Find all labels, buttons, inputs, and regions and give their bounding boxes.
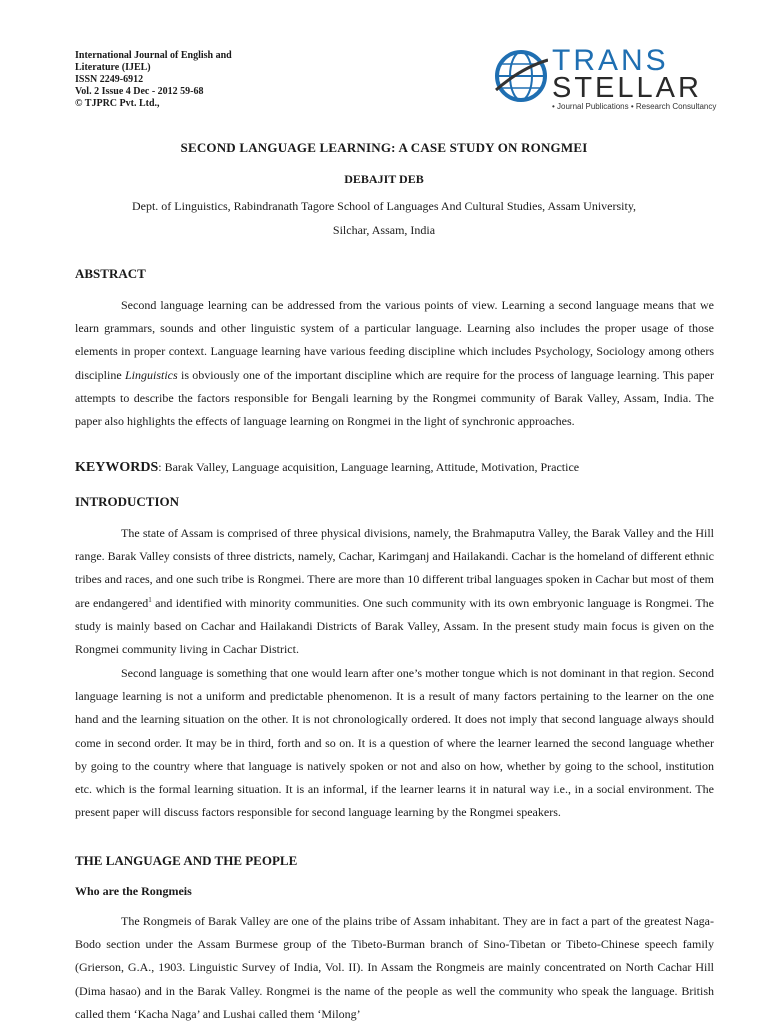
journal-issn: ISSN 2249-6912 [75, 74, 144, 85]
who-are-rongmeis-subheading: Who are the Rongmeis [75, 884, 192, 898]
intro-p1-text-part2: and identified with minority communities. One such community with its own embryonic language is Rongmei. The study is mainly based on Cachar and Hailakandi Districts of Barak Valley, Assam. In the present study main focus is given on the Rongmei community living in Cachar District. [75, 595, 714, 657]
globe-icon [494, 48, 548, 104]
keywords-line [75, 460, 714, 476]
footnote-marker: 1 [148, 595, 152, 604]
abstract-paragraph [75, 294, 714, 433]
paper-title: SECOND LANGUAGE LEARNING: A CASE STUDY ON RONGMEI [180, 140, 588, 155]
journal-copyright: © TJPRC Pvt. Ltd., [75, 98, 160, 109]
introduction-paragraph-2: Second language is something that one would learn after one’s mother tongue which is not dominant in that region. Second language learning is not a uniform and predictable phenomenon. It is a result of many factors pertaining to the learner on the one hand and the learning situation on the other. It is not chronologically ordered. It does not imply that second language always should come in second order. It may be in third, forth and so on. It is a question of where the learner learned the second language whether by going to the country where that language is natively spoken or not and also on how, whether by going to the school, institution etc. which is the formal learning situation. It is an informal, if the learner learns it in natural way i.e., in a social environment. The present paper will discuss factors responsible for second language learning by the Rongmei speakers. [75, 666, 714, 820]
keywords-label: KEYWORDS [75, 460, 159, 475]
paper-affiliation [0, 194, 768, 242]
abstract-heading: ABSTRACT [75, 266, 146, 281]
journal-name-line2: Literature (IJEL) [75, 62, 151, 73]
abstract-text-part1: Second language learning can be addressed from the various points of view. Learning a second language means that we learn grammars, sounds and other linguistic system of a particular language. Learning also includes the proper usage of those elements in proper context. Language learning have various feeding discipline which includes Psychology, Sociology among others discipline [75, 298, 714, 382]
paper-author: DEBAJIT DEB [344, 172, 424, 186]
affiliation-line2: Silchar, Assam, India [332, 223, 436, 237]
journal-info [75, 50, 335, 110]
language-people-heading: THE LANGUAGE AND THE PEOPLE [75, 853, 298, 868]
journal-name-line1: International Journal of English and [75, 50, 232, 61]
introduction-paragraph-1 [75, 522, 714, 661]
affiliation-line1: Dept. of Linguistics, Rabindranath Tagore School of Languages And Cultural Studies, Assam University, [131, 199, 637, 213]
introduction-heading: INTRODUCTION [75, 494, 180, 509]
intro-p1-text-part1: The state of Assam is comprised of three physical divisions, namely, the Brahmaputra Valley, the Barak Valley and the Hill range. Barak Valley consists of three districts, namely, Cachar, Karimganj and Hailakandi. Cachar is the homeland of different ethnic tribes and races, and one such tribe is Rongmei. There are more than 10 different tribal languages spoken in Cachar but most of them are endangered [75, 526, 714, 610]
transstellar-logo [494, 44, 724, 114]
abstract-italic-term: Linguistics [124, 367, 178, 382]
logo-tagline: • Journal Publications • Research Consultancy [552, 102, 717, 111]
logo-brand-bottom: STELLAR [552, 72, 702, 104]
keywords-text: : Barak Valley, Language acquisition, Language learning, Attitude, Motivation, Practice [158, 460, 580, 474]
journal-volume: Vol. 2 Issue 4 Dec - 2012 59-68 [75, 86, 204, 97]
language-people-paragraph: The Rongmeis of Barak Valley are one of the plains tribe of Assam inhabitant. They are in fact a part of the greatest Naga-Bodo section under the Assam Burmese group of the Tibeto-Burman branch of Sino-Tibetan or Tibeto-Chinese speech family (Grierson, G.A., 1903. Linguistic Survey of India, Vol. II). In Assam the Rongmeis are mainly concentrated on North Cachar Hill (Dima hasao) and in the Barak Valley. Rongmei is the name of the people as well the community who speak the language. British called them ‘Kacha Naga’ and Lushai called them ‘Milong’ [75, 914, 714, 1021]
abstract-text-part2: is obviously one of the important discipline which are require for the process of language learning. This paper attempts to describe the factors responsible for Bengali learning by the Rongmei community of Barak Valley, Assam, India. The paper also highlights the effects of language learning on Rongmei in the light of synchronic approaches. [75, 367, 714, 429]
logo-brand-top: TRANS [552, 44, 669, 77]
